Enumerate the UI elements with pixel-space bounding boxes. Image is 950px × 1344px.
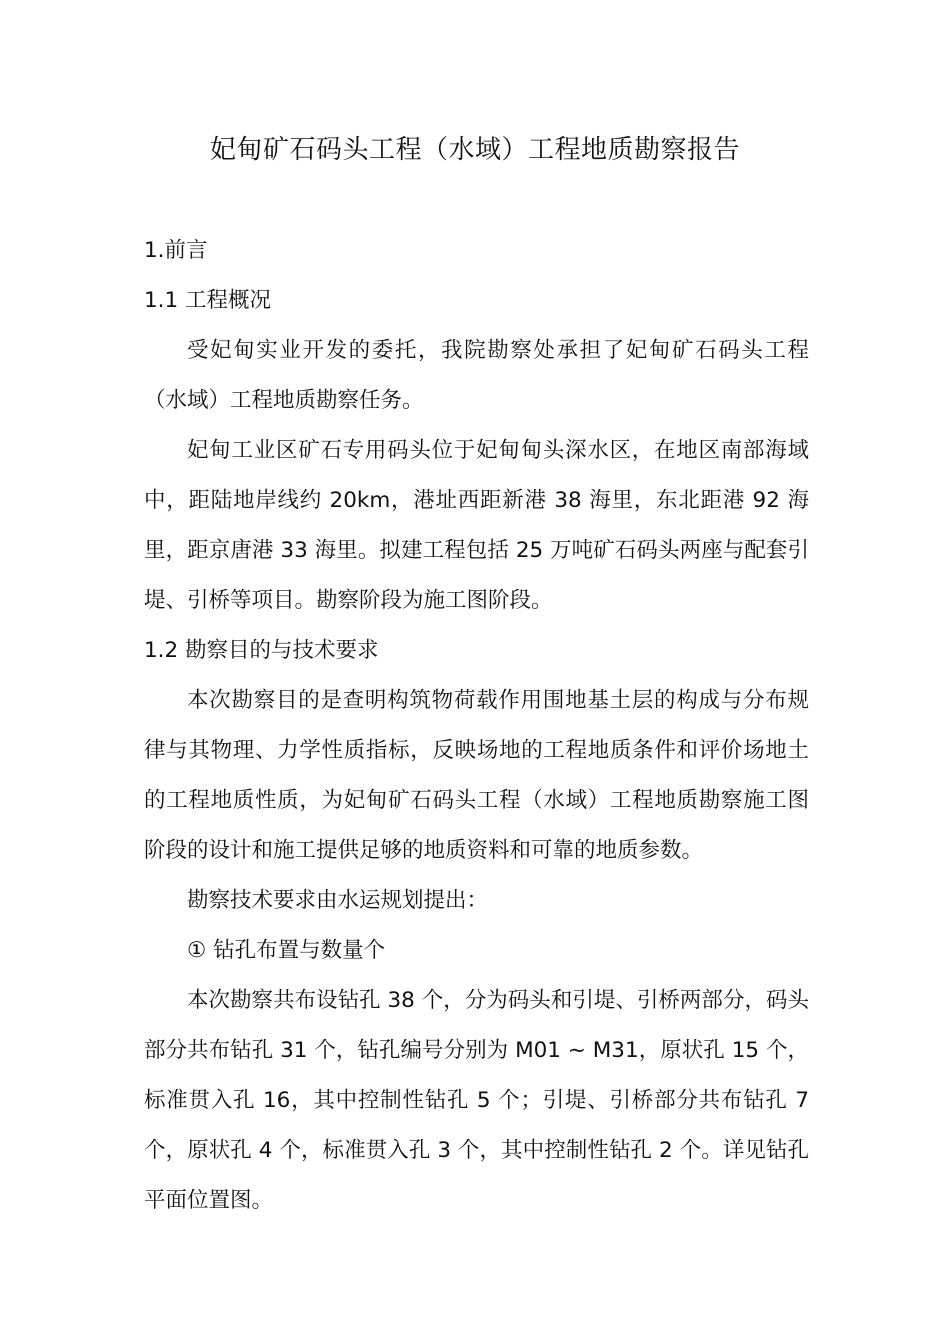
document-body [144, 226, 809, 1226]
paragraph-overview-2: 妃甸工业区矿石专用码头位于妃甸甸头深水区，在地区南部海域中，距陆地岸线约 20km，港址西距新港 38 海里，东北距港 92 海里，距京唐港 33 海里。拟建工程包括 25 万吨矿石码头两座与配套引堤、引桥等项目。勘察阶段为施工图阶段。 [144, 438, 809, 613]
paragraph-purpose-1: 本次勘察目的是查明构筑物荷载作用围地基土层的构成与分布规律与其物理、力学性质指标，反映场地的工程地质条件和评价场地土的工程地质性质，为妃甸矿石码头工程（水域）工程地质勘察施工图阶段的设计和施工提供足够的地质资料和可靠的地质参数。 [144, 688, 809, 863]
document-title: 妃甸矿石码头工程（水域）工程地质勘察报告 [209, 135, 740, 165]
section-heading-overview: 1.1 工程概况 [144, 288, 272, 313]
paragraph-overview-1: 受妃甸实业开发的委托，我院勘察处承担了妃甸矿石码头工程（水域）工程地质勘察任务。 [144, 338, 809, 413]
paragraph-drilling-1: 本次勘察共布设钻孔 38 个，分为码头和引堤、引桥两部分，码头部分共布钻孔 31 个，钻孔编号分别为 M01 ~ M31，原状孔 15 个，标准贯入孔 16，其中控制性钻孔 5 个；引堤、引桥部分共布钻孔 7 个，原状孔 4 个，标准贯入孔 3 个，其中控制性钻孔 2 个。详见钻孔平面位置图。 [144, 988, 809, 1213]
paragraph-purpose-2: 勘察技术要求由水运规划提出： [187, 888, 489, 913]
subsection-heading-drilling: ① 钻孔布置与数量个 [187, 938, 386, 963]
section-heading-preface: 1.前言 [144, 238, 208, 263]
section-heading-purpose: 1.2 勘察目的与技术要求 [144, 638, 379, 663]
